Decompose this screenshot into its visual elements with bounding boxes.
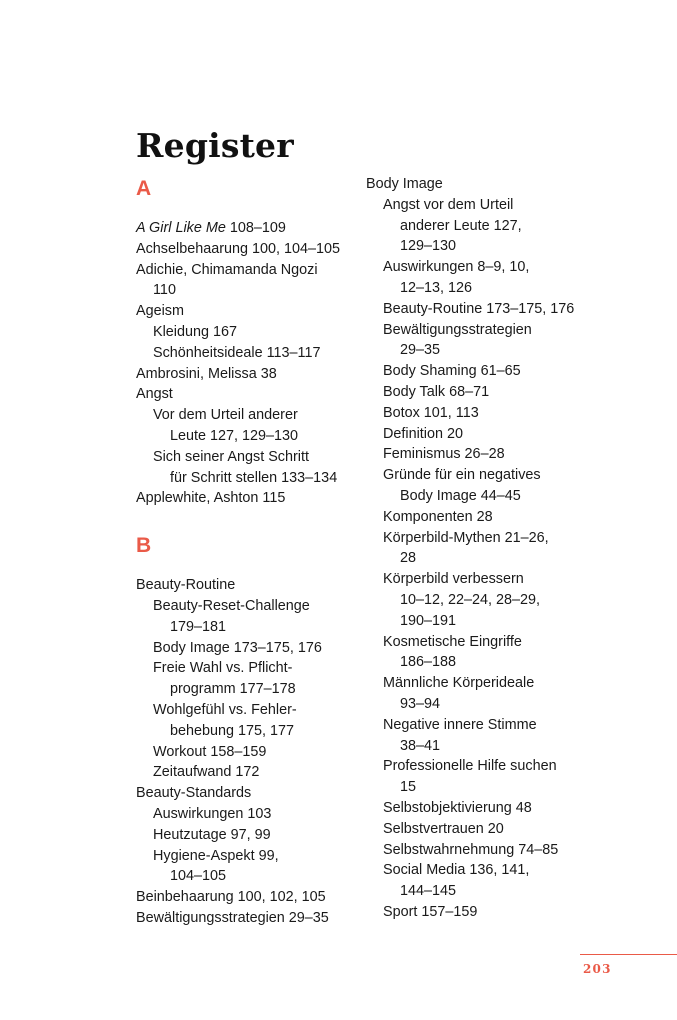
index-entry: Schönheitsideale 113–117 [153,344,321,361]
index-entry: programm 177–178 [170,681,296,698]
index-entry-title: A Girl Like Me [136,220,226,236]
index-entry: Auswirkungen 8–9, 10, [383,259,530,276]
index-entry: 179–181 [170,618,227,635]
index-entry: Ageism [136,303,184,320]
index-entry: 10–12, 22–24, 28–29, [400,591,541,608]
index-entry: Beauty-Reset-Challenge [153,597,310,614]
index-entry: Auswirkungen 103 [153,805,272,822]
index-entry-pages: 108–109 [225,220,286,236]
index-entry: Beauty-Standards [136,785,252,802]
index-column-right [366,174,606,923]
index-entry: Leute 127, 129–130 [170,427,299,444]
index-entry: Beinbehaarung 100, 102, 105 [136,889,326,906]
index-entry: Kleidung 167 [153,323,238,340]
index-entry: Vor dem Urteil anderer [153,407,298,424]
index-entry: Sport 157–159 [383,903,478,920]
index-entry: 104–105 [170,868,227,885]
index-entry: für Schritt stellen 133–134 [170,469,338,486]
index-entry: Definition 20 [383,425,463,442]
index-column-left [136,174,361,929]
index-entry: Körperbild verbessern [383,571,524,588]
index-entry: Selbstvertrauen 20 [383,820,504,837]
index-entry: Hygiene-Aspekt 99, [153,847,279,864]
index-entry: Feminismus 26–28 [383,446,505,463]
index-entry: 12–13, 126 [400,279,473,296]
index-entry: Social Media 136, 141, [383,862,530,879]
index-entry [136,218,361,239]
index-entry: Angst vor dem Urteil [383,196,514,213]
index-entry: 186–188 [400,654,457,671]
index-entry: Selbstwahrnehmung 74–85 [383,841,559,858]
index-entry: Bewältigungsstrategien [383,321,532,338]
page-number: 203 [583,962,612,976]
index-entry: Gründe für ein negatives [383,467,541,484]
index-entry: 144–145 [400,883,457,900]
index-entry: Applewhite, Ashton 115 [136,490,286,507]
index-entry: Angst [136,386,173,403]
index-entry: 93–94 [400,695,441,712]
index-entry: 129–130 [400,238,457,255]
index-entry: 110 [153,282,176,299]
index-entry: anderer Leute 127, [400,217,522,234]
index-entry: 190–191 [400,612,457,629]
index-entry: 28 [400,550,417,567]
index-entry: 38–41 [400,737,441,754]
index-entry: Freie Wahl vs. Pflicht- [153,660,293,677]
index-entry: Bewältigungsstrategien 29–35 [136,909,329,926]
index-entry: Body Image 173–175, 176 [153,639,322,656]
index-entry: Adichie, Chimamanda Ngozi [136,261,318,278]
section-letter: B [136,534,152,558]
index-entry: Selbstobjektivierung 48 [383,799,532,816]
index-entry: Workout 158–159 [153,743,267,760]
section-letter: A [136,177,152,200]
index-entry: Heutzutage 97, 99 [153,826,271,843]
index-entry: Sich seiner Angst Schritt [153,448,309,465]
index-entry: Botox 101, 113 [383,404,479,421]
footer-rule [580,954,677,955]
index-entry: 29–35 [400,342,441,359]
index-entry: 15 [400,779,417,796]
index-entry: Professionelle Hilfe suchen [383,758,557,775]
page-title: Register [136,126,294,166]
index-entry: Negative innere Stimme [383,716,537,733]
index-entry: Body Shaming 61–65 [383,363,521,380]
index-entry: Beauty-Routine 173–175, 176 [383,300,575,317]
index-entry: Body Image 44–45 [400,487,521,504]
index-entry: Body Talk 68–71 [383,383,490,400]
index-entry: Ambrosini, Melissa 38 [136,365,277,382]
index-entry: Kosmetische Eingriffe [383,633,522,650]
index-entry: Body Image [366,176,443,192]
section-gap [136,509,361,531]
index-entry: Körperbild-Mythen 21–26, [383,529,549,546]
index-entry: Beauty-Routine [136,577,236,594]
index-entry: Männliche Körperideale [383,675,535,692]
index-entry: Wohlgefühl vs. Fehler- [153,701,297,718]
index-entry: Zeitaufwand 172 [153,764,260,781]
index-entry: behebung 175, 177 [170,722,295,739]
index-entry: Achselbehaarung 100, 104–105 [136,240,341,257]
index-entry: Komponenten 28 [383,508,493,525]
